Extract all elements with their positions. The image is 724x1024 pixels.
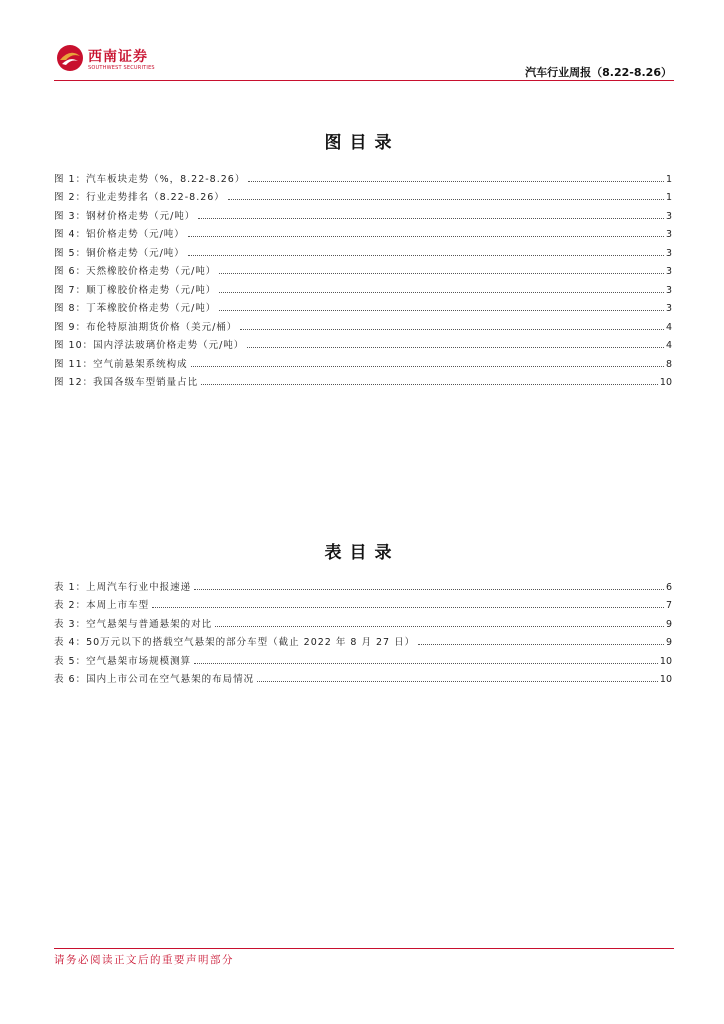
report-title: 汽车行业周报（8.22-8.26） <box>525 66 672 79</box>
toc-entry[interactable] <box>54 240 672 259</box>
toc-entry-label: 表 1：上周汽车行业中报速递 <box>54 581 192 593</box>
toc-entry-page: 3 <box>665 303 672 314</box>
toc-entry-page: 10 <box>659 655 672 667</box>
toc-leader-dots <box>152 607 664 608</box>
toc-entry-page: 3 <box>665 210 672 222</box>
toc-leader-dots <box>219 310 664 311</box>
toc-entry[interactable] <box>54 648 672 667</box>
toc-entry-page: 3 <box>665 229 672 240</box>
toc-leader-dots <box>247 347 664 348</box>
logo-english-name: SOUTHWEST SECURITIES <box>88 65 155 71</box>
toc-entry[interactable] <box>54 574 672 593</box>
toc-entry[interactable] <box>54 222 672 241</box>
disclaimer-notice: 请务必阅读正文后的重要声明部分 <box>54 954 234 966</box>
toc-entry-page: 3 <box>665 266 672 277</box>
toc-leader-dots <box>188 236 664 237</box>
toc-entry-page: 4 <box>665 321 672 333</box>
toc-entry-label: 图 4：铝价格走势（元/吨） <box>54 229 185 240</box>
toc-entry-label: 图 3：钢材价格走势（元/吨） <box>54 210 196 222</box>
toc-entry[interactable] <box>54 370 672 389</box>
page-header <box>0 0 724 82</box>
toc-leader-dots <box>215 626 664 627</box>
toc-entry[interactable] <box>54 351 672 370</box>
table-toc-list <box>54 574 672 685</box>
toc-entry-page: 7 <box>665 600 672 611</box>
toc-entry[interactable] <box>54 630 672 649</box>
toc-leader-dots <box>219 273 664 274</box>
toc-leader-dots <box>188 255 664 256</box>
toc-leader-dots <box>240 329 664 330</box>
toc-entry[interactable] <box>54 333 672 352</box>
toc-entry-page: 6 <box>665 581 672 593</box>
toc-leader-dots <box>198 218 664 219</box>
toc-entry[interactable] <box>54 611 672 630</box>
toc-leader-dots <box>191 366 664 367</box>
toc-entry-page: 1 <box>665 173 672 185</box>
figure-toc-list <box>54 166 672 388</box>
toc-entry-page: 8 <box>665 358 672 370</box>
toc-entry-label: 表 4：50万元以下的搭载空气悬架的部分车型（截止 2022 年 8 月 27 日） <box>54 637 416 648</box>
toc-entry-page: 3 <box>665 247 672 259</box>
figure-toc-title: 图目录 <box>324 133 400 153</box>
toc-entry-label: 图 11：空气前悬架系统构成 <box>54 358 188 370</box>
toc-entry-page: 1 <box>665 192 672 203</box>
toc-leader-dots <box>201 384 658 385</box>
toc-entry[interactable] <box>54 166 672 185</box>
toc-entry-label: 图 2：行业走势排名（8.22-8.26） <box>54 192 225 203</box>
toc-entry[interactable] <box>54 203 672 222</box>
header-divider <box>54 80 674 81</box>
toc-entry[interactable] <box>54 314 672 333</box>
toc-entry-page: 10 <box>659 377 672 388</box>
toc-entry-label: 图 7：顺丁橡胶价格走势（元/吨） <box>54 284 217 296</box>
logo-emblem-icon <box>56 44 84 72</box>
toc-entry[interactable] <box>54 593 672 612</box>
toc-entry-page: 10 <box>659 674 672 685</box>
toc-leader-dots <box>194 663 658 664</box>
footer-divider <box>54 948 674 949</box>
toc-entry-label: 图 10：国内浮法玻璃价格走势（元/吨） <box>54 340 245 351</box>
toc-leader-dots <box>257 681 658 682</box>
toc-entry-page: 9 <box>665 637 672 648</box>
toc-entry[interactable] <box>54 259 672 278</box>
toc-entry-page: 9 <box>665 618 672 630</box>
toc-entry-label: 图 12：我国各级车型销量占比 <box>54 377 199 388</box>
toc-entry-label: 图 5：铜价格走势（元/吨） <box>54 247 185 259</box>
toc-entry-label: 表 3：空气悬架与普通悬架的对比 <box>54 618 213 630</box>
toc-entry-page: 4 <box>665 340 672 351</box>
toc-entry[interactable] <box>54 277 672 296</box>
toc-entry-label: 表 6：国内上市公司在空气悬架的布局情况 <box>54 674 255 685</box>
toc-entry-label: 表 2：本周上市车型 <box>54 600 150 611</box>
logo-chinese-name: 西南证券 <box>88 49 148 65</box>
toc-entry-label: 表 5：空气悬架市场规模测算 <box>54 655 192 667</box>
toc-leader-dots <box>194 589 664 590</box>
toc-leader-dots <box>248 181 664 182</box>
toc-entry[interactable] <box>54 296 672 315</box>
toc-entry-label: 图 6：天然橡胶价格走势（元/吨） <box>54 266 217 277</box>
toc-leader-dots <box>219 292 664 293</box>
table-toc-title: 表目录 <box>324 543 400 563</box>
company-logo <box>56 44 166 76</box>
toc-leader-dots <box>228 199 664 200</box>
toc-entry[interactable] <box>54 185 672 204</box>
toc-entry-page: 3 <box>665 284 672 296</box>
toc-entry-label: 图 1：汽车板块走势（%，8.22-8.26） <box>54 173 246 185</box>
toc-entry-label: 图 8：丁苯橡胶价格走势（元/吨） <box>54 303 217 314</box>
toc-leader-dots <box>418 644 664 645</box>
toc-entry-label: 图 9：布伦特原油期货价格（美元/桶） <box>54 321 238 333</box>
toc-entry[interactable] <box>54 667 672 686</box>
